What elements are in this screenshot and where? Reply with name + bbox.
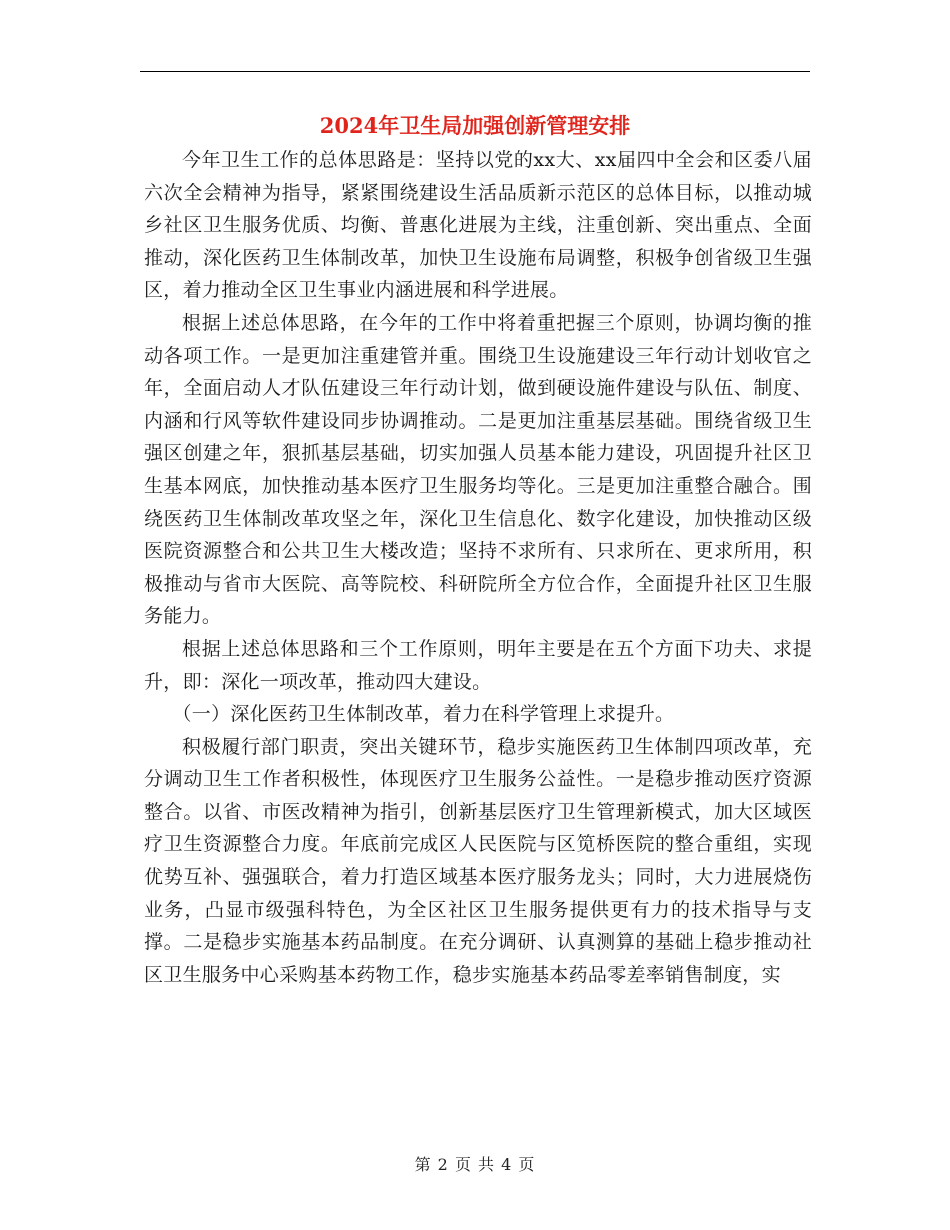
document-title: 2024年卫生局加强创新管理安排 — [319, 113, 631, 138]
paragraph-overall-approach: 今年卫生工作的总体思路是：坚持以党的xx大、xx届四中全会和区委八届六次全会精神为指导，紧紧围绕建设生活品质新示范区的总体目标，以推动城乡社区卫生服务优质、均衡、普惠化进展为主线，注重创新、突出重点、全面推动，深化医药卫生体制改革，加快卫生设施布局调整，积极争创省级卫生强区，着力推动全区卫生事业内涵进展和科学进展。 — [144, 149, 812, 302]
paragraph-five-aspects: 根据上述总体思路和三个工作原则，明年主要是在五个方面下功夫、求提升，即：深化一项改革，推动四大建设。 — [144, 637, 812, 693]
paragraph-three-principles: 根据上述总体思路，在今年的工作中将着重把握三个原则，协调均衡的推动各项工作。一是更加注重建管并重。围绕卫生设施建设三年行动计划收官之年，全面启动人才队伍建设三年行动计划，做到硬设施件建设与队伍、制度、内涵和行风等软件建设同步协调推动。二是更加注重基层基础。围绕省级卫生强区创建之年，狠抓基层基础，切实加强人员基本能力建设，巩固提升社区卫生基本网底，加快推动基本医疗卫生服务均等化。三是更加注重整合融合。围绕医药卫生体制改革攻坚之年，深化卫生信息化、数字化建设，加快推动区级医院资源整合和公共卫生大楼改造；坚持不求所有、只求所在、更求所用，积极推动与省市大医院、高等院校、科研院所全方位合作，全面提升社区卫生服务能力。 — [144, 311, 812, 628]
paragraph-reform-details: 积极履行部门职责，突出关键环节，稳步实施医药卫生体制四项改革，充分调动卫生工作者积极性，体现医疗卫生服务公益性。一是稳步推动医疗资源整合。以省、市医改精神为指引，创新基层医疗卫生管理新模式，加大区域医疗卫生资源整合力度。年底前完成区人民医院与区笕桥医院的整合重组，实现优势互补、强强联合，着力打造区域基本医疗服务龙头；同时，大力进展烧伤业务，凸显市级强科特色，为全区社区卫生服务提供更有力的技术指导与支撑。二是稳步实施基本药品制度。在充分调研、认真测算的基础上稳步推动社区卫生服务中心采购基本药物工作，稳步实施基本药品零差率销售制度，实 — [144, 735, 812, 986]
page-number-footer: 第 2 页 共 4 页 — [414, 1155, 536, 1174]
document-body — [144, 144, 812, 991]
section-heading-1: （一）深化医药卫生体制改革，着力在科学管理上求提升。 — [172, 703, 675, 726]
header-rule — [140, 71, 810, 72]
